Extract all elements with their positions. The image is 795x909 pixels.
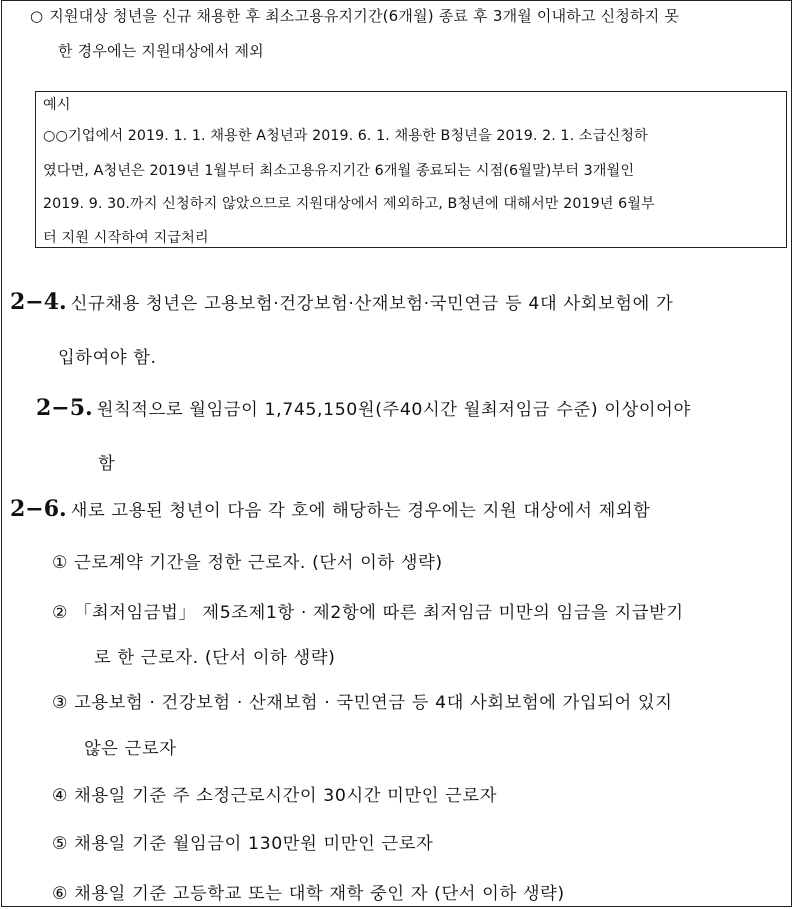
- list-item: [52, 598, 684, 623]
- section-2-4-line-2: 입하여야 함.: [58, 348, 157, 368]
- item-text: 채용일 기준 월임금이 130만원 미만인 근로자: [74, 834, 434, 854]
- item-text: 고용보험 · 건강보험 · 산재보험 · 국민연금 등 4대 사회보험에 가입되어 있지: [74, 693, 673, 713]
- section-number: 2−4.: [10, 289, 67, 315]
- item-marker: ⑥: [52, 884, 69, 904]
- section-number: 2−6.: [10, 496, 67, 522]
- item-text: 근로계약 기간을 정한 근로자. (단서 이하 생략): [74, 553, 443, 573]
- item-marker: ③: [52, 693, 69, 713]
- list-item: [52, 548, 443, 573]
- section-text: 신규채용 청년은 고용보험·건강보험·산재보험·국민연금 등 4대 사회보험에 가: [70, 294, 674, 314]
- intro-text-1: 지원대상 청년을 신규 채용한 후 최소고용유지기간(6개월) 종료 후 3개월 이내하고 신청하지 못: [49, 7, 680, 25]
- section-text: 새로 고용된 청년이 다음 각 호에 해당하는 경우에는 지원 대상에서 제외함: [70, 501, 651, 521]
- item-text: 「최저임금법」 제5조제1항 · 제2항에 따른 최저임금 미만의 임금을 지급받기: [74, 603, 684, 623]
- item-text: 채용일 기준 주 소정근로시간이 30시간 미만인 근로자: [74, 786, 498, 806]
- circle-bullet: ○: [30, 7, 44, 25]
- list-item: [52, 781, 497, 806]
- intro-line-1: [30, 5, 679, 26]
- section-text: 원칙적으로 월임금이 1,745,150원(주40시간 월최저임금 수준) 이상이어야: [96, 400, 691, 420]
- section-2-5-line-2: 함: [98, 454, 116, 474]
- list-item: [52, 688, 673, 713]
- intro-line-2: 한 경우에는 지원대상에서 제외: [58, 42, 264, 60]
- example-line-3: 2019. 9. 30.까지 신청하지 않았으므로 지원대상에서 제외하고, B청년에 대해서만 2019년 6월부: [43, 196, 655, 212]
- list-item-continuation: 않은 근로자: [84, 739, 177, 759]
- item-marker: ④: [52, 786, 69, 806]
- list-item: [52, 879, 565, 904]
- section-2-5-line-1: [36, 395, 691, 421]
- item-text: 채용일 기준 고등학교 또는 대학 재학 중인 자 (단서 이하 생략): [74, 884, 565, 904]
- example-line-2: 였다면, A청년은 2019년 1월부터 최소고용유지기간 6개월 종료되는 시점(6월말)부터 3개월인: [43, 163, 635, 179]
- list-item-continuation: 로 한 근로자. (단서 이하 생략): [94, 648, 336, 668]
- example-line-4: 터 지원 시작하여 지급처리: [43, 230, 209, 246]
- item-marker: ①: [52, 553, 69, 573]
- item-marker: ⑤: [52, 834, 69, 854]
- section-2-4-line-1: [10, 289, 673, 315]
- item-marker: ②: [52, 603, 69, 623]
- section-number: 2−5.: [36, 395, 93, 421]
- example-title: 예시: [43, 97, 71, 113]
- example-line-1: ○○기업에서 2019. 1. 1. 채용한 A청년과 2019. 6. 1. 채용한 B청년을 2019. 2. 1. 소급신청하: [43, 128, 648, 144]
- list-item: [52, 829, 433, 854]
- section-2-6-line-1: [10, 496, 650, 522]
